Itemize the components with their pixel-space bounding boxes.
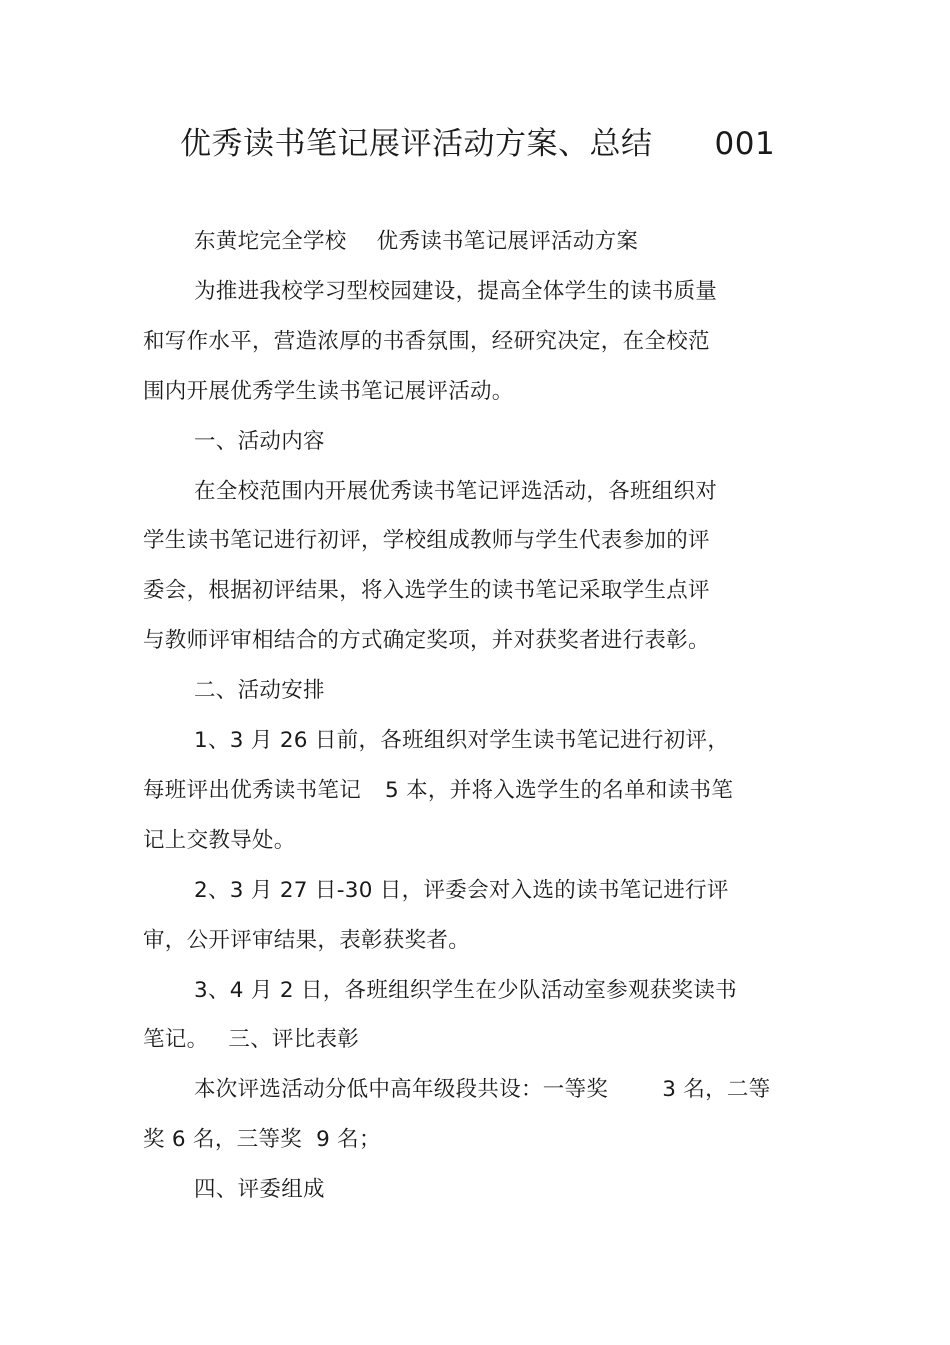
plan-title: 优秀读书笔记展评活动方案: [376, 229, 639, 254]
text-segment: 9 名；: [316, 1127, 381, 1152]
paragraph-line: [143, 1025, 359, 1055]
paragraph-line: 2、3 月 27 日-30 日，评委会对入选的读书笔记进行评: [194, 878, 729, 903]
section-heading: 一、活动内容: [194, 429, 325, 454]
school-heading-line: [194, 227, 638, 257]
paragraph-line: 和写作水平，营造浓厚的书香氛围，经研究决定，在全校范: [143, 329, 710, 354]
section-heading: 三、评比表彰: [228, 1027, 360, 1052]
paragraph-line: 在全校范围内开展优秀读书笔记评选活动，各班组织对: [194, 479, 718, 504]
paragraph-line: 为推进我校学习型校园建设，提高全体学生的读书质量: [194, 279, 718, 304]
text-segment: 3 名，二等: [662, 1077, 771, 1102]
section-heading: 四、评委组成: [194, 1177, 325, 1202]
paragraph-line: 委会，根据初评结果，将入选学生的读书笔记采取学生点评: [143, 578, 710, 603]
paragraph-line: 学生读书笔记进行初评，学校组成教师与学生代表参加的评: [143, 528, 710, 553]
paragraph-line: 与教师评审相结合的方式确定奖项，并对获奖者进行表彰。: [143, 628, 710, 653]
paragraph-line: 审，公开评审结果，表彰获奖者。: [143, 928, 471, 953]
text-segment: 奖 6 名，三等奖: [143, 1127, 303, 1152]
title-text: 优秀读书笔记展评活动方案、总结: [180, 126, 653, 162]
paragraph-line: [143, 776, 733, 806]
page-title: [180, 122, 800, 166]
text-segment: 本次评选活动分低中高年级段共设：一等奖: [194, 1077, 609, 1102]
paragraph-line: 记上交教导处。: [143, 828, 296, 853]
paragraph-line: 3、4 月 2 日，各班组织学生在少队活动室参观获奖读书: [194, 978, 737, 1003]
title-number: 001: [714, 126, 776, 162]
paragraph-line: 围内开展优秀学生读书笔记展评活动。: [143, 379, 514, 404]
paragraph-line: 1、3 月 26 日前，各班组织对学生读书笔记进行初评，: [194, 728, 730, 753]
text-segment: 5 本，并将入选学生的名单和读书笔: [385, 778, 734, 803]
section-heading: 二、活动安排: [194, 678, 325, 703]
paragraph-line: [194, 1075, 771, 1105]
paragraph-line: [143, 1125, 381, 1155]
text-segment: 每班评出优秀读书笔记: [143, 778, 362, 803]
school-name: 东黄坨完全学校: [194, 229, 347, 254]
text-segment: 笔记。: [143, 1027, 209, 1052]
